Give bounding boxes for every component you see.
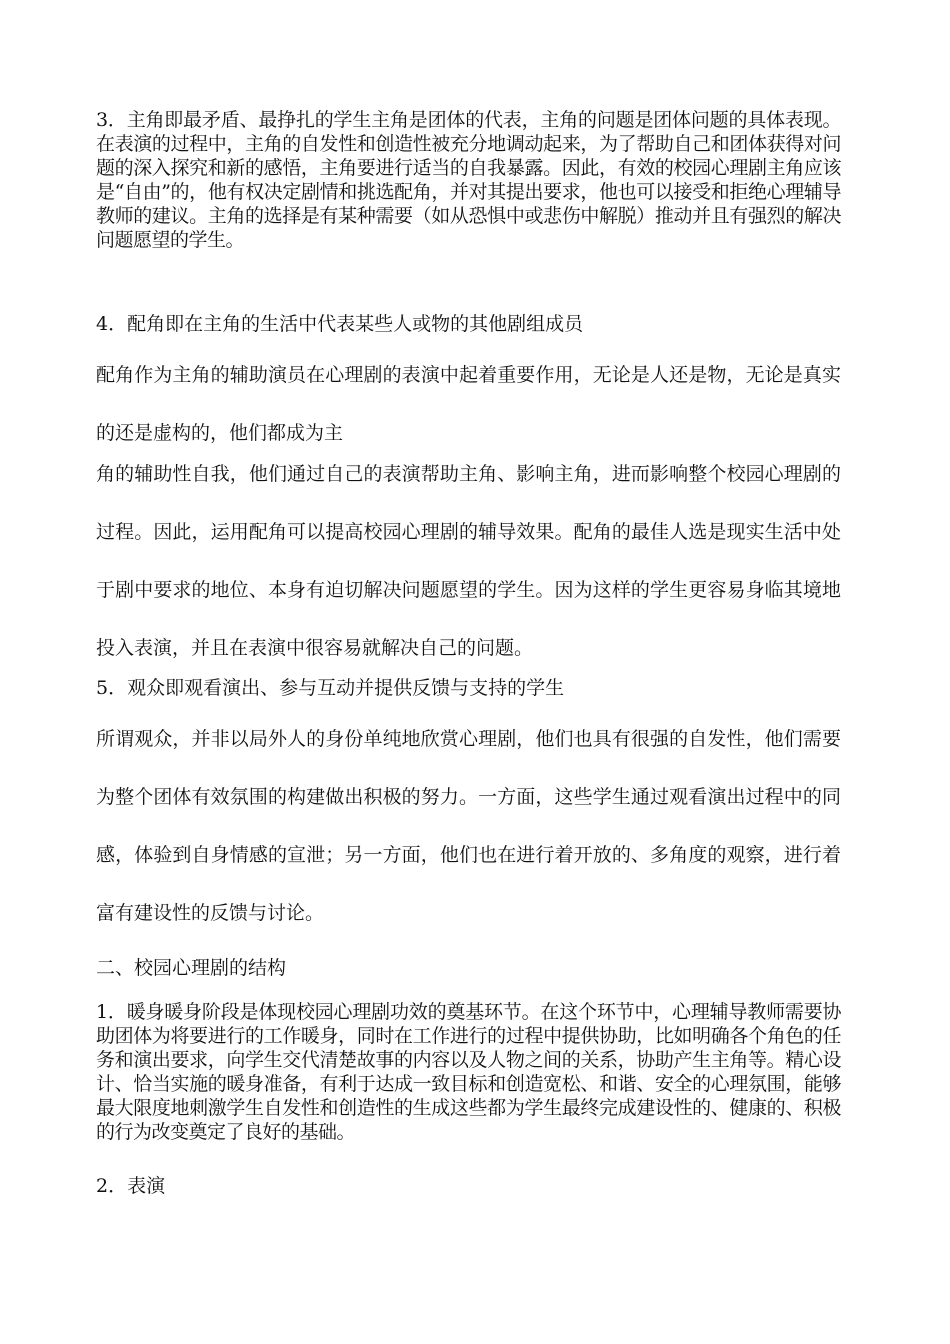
paragraph-supporting-roles-intro: 配角作为主角的辅助演员在心理剧的表演中起着重要作用，无论是人还是物，无论是真实的还是虚构的，他们都成为主 (96, 364, 841, 444)
section-heading-performance: 2．表演 (96, 1175, 166, 1197)
section-heading-audience: 5．观众即观看演出、参与互动并提供反馈与支持的学生 (96, 677, 565, 699)
paragraph-supporting-roles-detail: 角的辅助性自我，他们通过自己的表演帮助主角、影响主角，进而影响整个校园心理剧的过程。因此，运用配角可以提高校园心理剧的辅导效果。配角的最佳人选是现实生活中处于剧中要求的地位、本身有迫切解决问题愿望的学生。因为这样的学生更容易身临其境地投入表演，并且在表演中很容易就解决自己的问题。 (96, 463, 841, 659)
paragraph-audience: 所谓观众，并非以局外人的身份单纯地欣赏心理剧，他们也具有很强的自发性，他们需要为整个团体有效氛围的构建做出积极的努力。一方面，这些学生通过观看演出过程中的同感，体验到自身情感的宣泄；另一方面，他们也在进行着开放的、多角度的观察，进行着富有建设性的反馈与讨论。 (96, 728, 841, 924)
section-heading-supporting-roles: 4．配角即在主角的生活中代表某些人或物的其他剧组成员 (96, 313, 584, 335)
section-heading-structure: 二、校园心理剧的结构 (96, 957, 287, 979)
paragraph-warmup: 1．暖身暖身阶段是体现校园心理剧功效的奠基环节。在这个环节中，心理辅导教师需要协助团体为将要进行的工作暖身，同时在工作进行的过程中提供协助，比如明确各个角色的任务和演出要求，向学生交代清楚故事的内容以及人物之间的关系，协助产生主角等。精心设计、恰当实施的暖身准备，有利于达成一致目标和创造宽松、和谐、安全的心理氛围，能够最大限度地刺激学生自发性和创造性的生成这些都为学生最终完成建设性的、健康的、积极的行为改变奠定了良好的基础。 (96, 1001, 841, 1143)
paragraph-protagonist: 3．主角即最矛盾、最挣扎的学生主角是团体的代表，主角的问题是团体问题的具体表现。在表演的过程中，主角的自发性和创造性被充分地调动起来，为了帮助自己和团体获得对问题的深入探究和新的感悟，主角要进行适当的自我暴露。因此，有效的校园心理剧主角应该是“自由”的，他有权决定剧情和挑选配角，并对其提出要求，他也可以接受和拒绝心理辅导教师的建议。主角的选择是有某种需要（如从恐惧中或悲伤中解脱）推动并且有强烈的解决问题愿望的学生。 (96, 109, 841, 251)
